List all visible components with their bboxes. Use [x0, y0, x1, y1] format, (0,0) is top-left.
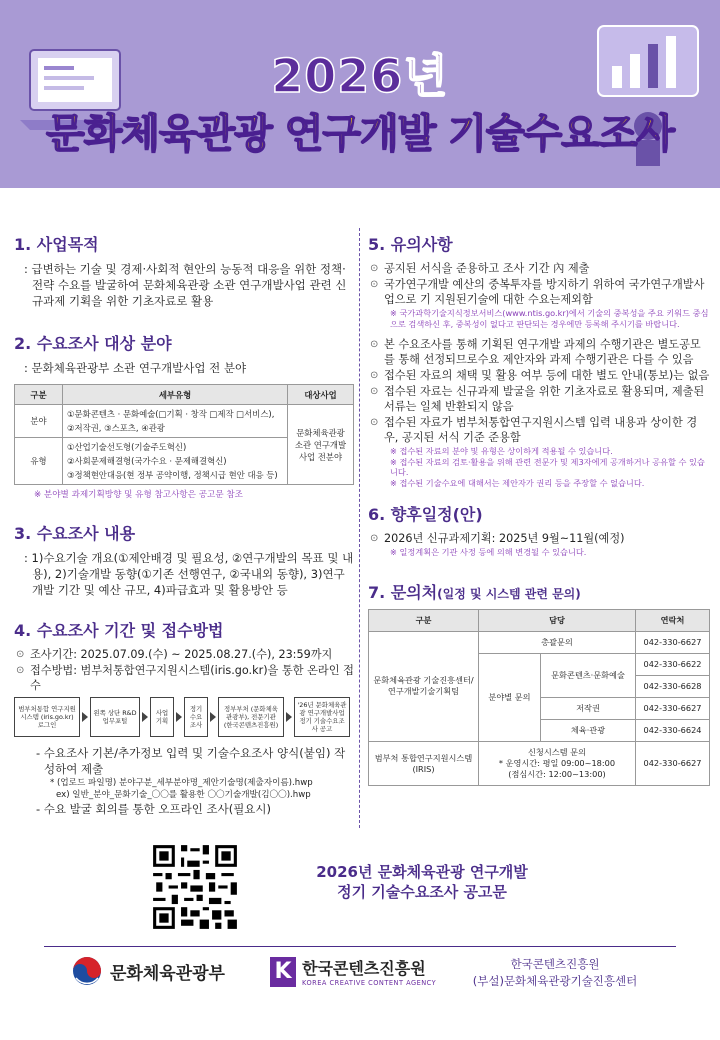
left-column [14, 232, 354, 817]
table-cell: 042-330-6628 [636, 675, 710, 697]
iris-line: 신청시스템 문의 [528, 746, 586, 757]
list-item [368, 277, 710, 307]
table-cell: 체육·관광 [541, 719, 636, 741]
table-header: 대상사업 [288, 385, 354, 405]
kocca-k-icon: K [270, 957, 296, 987]
table-cell: 042-330-6627 [636, 631, 710, 653]
table-cell: 분야 [15, 405, 63, 438]
section-title: 3. 수요조사 내용 [14, 524, 136, 543]
list-item: ①문화콘텐츠 · 문화예술(□기획 · 창작 □제작 □서비스), [67, 409, 275, 419]
kocca-text [302, 956, 436, 987]
section-text: : 문화체육관광부 소관 연구개발사업 전 분야 [24, 361, 247, 375]
arrow-right-icon [142, 712, 148, 722]
circle-bullet-icon: ⊙ [370, 533, 379, 544]
circle-bullet-icon: ⊙ [16, 665, 25, 676]
list-item: ②저작권, ③스포츠, ④관광 [67, 423, 165, 433]
bullet-text: 접수된 자료가 범부처통합연구지원시스템 입력 내용과 상이한 경우, 공지된 서식 기준 준용함 [384, 416, 698, 444]
kocca-logo [270, 956, 436, 987]
field-table [14, 384, 354, 485]
bullet-text: 접수방법: 범부처통합연구지원시스템(iris.go.kr)을 통한 온라인 접수 [30, 664, 354, 692]
arrow-right-icon [286, 712, 292, 722]
bullet-text: 국가연구개발 예산의 중복투자를 방지하기 위하여 국가연구개발사업으로 기 지원된기술에 대한 수요는제외함 [384, 278, 705, 306]
section-title: 2. 수요조사 대상 분야 [14, 334, 172, 353]
table-cell: 문화콘텐츠·문화예술 [541, 653, 636, 697]
table-cell: 문화체육관광 소관 연구개발사업 전분야 [288, 405, 354, 485]
bullet-text: 2026년 신규과제기획: 2025년 9월~11월(예정) [384, 532, 625, 545]
flow-step: 사업 기획 [150, 697, 174, 737]
center-line: 한국콘텐츠진흥원 [510, 957, 600, 971]
list-item [14, 647, 354, 662]
caution-note: ※ 접수된 기술수요에 대해서는 제안자가 권리 등을 주장할 수 없습니다. [390, 477, 645, 488]
table-cell [63, 438, 288, 485]
section-period [14, 618, 354, 817]
table-cell [479, 741, 636, 785]
right-column [368, 232, 710, 786]
footer [0, 952, 720, 1022]
arrow-right-icon [82, 712, 88, 722]
contact-table [368, 609, 710, 786]
list-item [368, 261, 710, 276]
iris-line: * 운영시간: 평일 09:00~18:00 [498, 757, 616, 768]
arrow-right-icon [210, 712, 216, 722]
table-header: 연락처 [636, 609, 710, 631]
list-item [368, 531, 710, 546]
footer-divider [44, 946, 676, 947]
title-main: 7. 문의처 [368, 582, 438, 602]
flow-step: 범부처통합 연구지원시스템 (iris.go.kr) 로그인 [14, 697, 80, 737]
section-title: 4. 수요조사 기간 및 접수방법 [14, 621, 224, 640]
table-cell: 042-330-6624 [636, 719, 710, 741]
flow-step: 왼쪽 상단 R&D 업무포털 [90, 697, 140, 737]
table-cell: 유형 [15, 438, 63, 485]
mcst-name: 문화체육관광부 [110, 963, 225, 984]
column-divider [359, 228, 360, 828]
table-header: 구분 [15, 385, 63, 405]
table-note: ※ 분야별 과제기획방향 및 유형 참고사항은 공고문 참조 [34, 490, 243, 500]
kocca-english: KOREA CREATIVE CONTENT AGENCY [302, 979, 437, 987]
list-item: ②사회문제해결형(국가수요 · 문제해결혁신) [67, 456, 227, 466]
arrow-right-icon [176, 712, 182, 722]
section-text: : 급변하는 기술 및 경제·사회적 현안의 능동적 대응을 위한 정책·전략 수요를 발굴하여 문화체육관광 소관 연구개발사업 관련 신규과제 기획을 위한 기초자료로 활용 [24, 262, 347, 308]
list-item: ①산업기술선도형(기술주도혁신) [67, 442, 187, 452]
header-banner [0, 0, 720, 188]
table-header: 구분 [369, 609, 479, 631]
notice-line: 정기 기술수요조사 공고문 [337, 883, 507, 901]
bullet-text: 조사기간: 2025.07.09.(수) ~ 2025.08.27.(수), 23:59까지 [30, 648, 333, 661]
mcst-logo [72, 956, 225, 986]
header-year: 2026년 [271, 49, 449, 103]
schedule-note: ※ 일정계획은 기관 사정 등에 의해 변경될 수 있습니다. [390, 547, 587, 557]
qr-code-icon[interactable] [150, 842, 240, 932]
list-item [14, 663, 354, 693]
title-sub: (일정 및 시스템 관련 문의) [437, 586, 581, 601]
circle-bullet-icon: ⊙ [370, 417, 379, 428]
section-schedule [368, 502, 710, 558]
detail-text: - 수요 발굴 회의를 통한 오프라인 조사(필요시) [36, 802, 272, 816]
bullet-text: 접수된 자료는 신규과제 발굴을 위한 기초자료로 활용되며, 제출된 서류는 일체 반환되지 않음 [384, 385, 705, 413]
taegeuk-icon [72, 956, 102, 986]
list-item [368, 415, 710, 445]
table-cell: 042-330-6627 [636, 741, 710, 785]
list-item: ③정책현안대응(현 정부 공약이행, 정책시급 현안 대응 등) [67, 470, 278, 480]
section-title: 6. 향후일정(안) [368, 505, 483, 524]
page-title: 문화체육관광 연구개발 기술수요조사 [45, 111, 675, 157]
center-name [460, 956, 650, 990]
section-title: 1. 사업목적 [14, 235, 99, 254]
flow-step: 정기 수요 조사 [184, 697, 208, 737]
table-header: 담당 [479, 609, 636, 631]
caution-note: ※ 접수된 자료의 검토·활용을 위해 관련 전문가 및 제3자에게 공개하거나 공유할 수 있습니다. [390, 456, 705, 477]
table-header: 세부유형 [63, 385, 288, 405]
table-cell: 042-330-6622 [636, 653, 710, 675]
center-line: (부설)문화체육관광기술진흥센터 [472, 974, 638, 988]
circle-bullet-icon: ⊙ [370, 279, 379, 290]
list-item [368, 368, 710, 383]
caution-note: ※ 접수된 자료의 분야 및 유형은 상이하게 적용될 수 있습니다. [390, 446, 613, 456]
flow-step: '26년 문화체육관광 연구개발사업 정기 기술수요조사 공고 [294, 697, 350, 737]
kocca-name: 한국콘텐츠진흥원 [302, 959, 426, 978]
flow-step: 정부부처 (문화체육관광부), 전문기관 (한국콘텐츠진흥원) [218, 697, 284, 737]
list-item [368, 337, 710, 367]
bullet-text: 접수된 자료의 채택 및 활용 여부 등에 대한 별도 안내(통보)는 없음 [384, 369, 710, 382]
iris-line: (점심시간: 12:00~13:00) [508, 768, 606, 779]
table-cell: 저작권 [541, 697, 636, 719]
table-cell: 042-330-6627 [636, 697, 710, 719]
submission-flow [14, 697, 354, 737]
notice-title [262, 862, 582, 902]
circle-bullet-icon: ⊙ [370, 370, 379, 381]
notice-line: 2026년 문화체육관광 연구개발 [316, 863, 528, 881]
circle-bullet-icon: ⊙ [370, 386, 379, 397]
section-cautions [368, 232, 710, 488]
section-content [14, 521, 354, 598]
section-title: 5. 유의사항 [368, 235, 453, 254]
table-cell: 분야별 문의 [479, 653, 541, 741]
circle-bullet-icon: ⊙ [370, 263, 379, 274]
bullet-text: 공지된 서식을 준용하고 조사 기간 內 제출 [384, 262, 590, 275]
circle-bullet-icon: ⊙ [370, 339, 379, 350]
detail-note: ex) 일반_분야_문화기술_〇〇를 활용한 〇〇기술개발(김〇〇).hwp [56, 790, 311, 800]
caution-note: ※ 국가과학기술지식정보서비스(www.ntis.go.kr)에서 기술의 중복성을 주요 키워드 중심으로 검색하신 후, 중복성이 없다고 판단되는 경우에만 등록해 주시기를 바랍니다. [390, 308, 709, 329]
section-title [368, 580, 710, 603]
section-target-field [14, 331, 354, 501]
circle-bullet-icon: ⊙ [16, 649, 25, 660]
detail-text: - 수요조사 기본/추가정보 입력 및 기술수요조사 양식(붙임) 작성하여 제출 [36, 746, 346, 776]
table-cell: 총괄문의 [479, 631, 636, 653]
list-item [368, 384, 710, 414]
detail-note: * (업로드 파일명) 분야구분_세부분야명_제안기술명(제출자이름).hwp [50, 778, 313, 788]
bullet-text: 본 수요조사를 통해 기획된 연구개발 과제의 수행기관은 별도공모를 통해 선정되므로수요 제안자와 과제 수행기관은 다를 수 있음 [384, 338, 701, 366]
table-cell: 범부처 통합연구지원시스템(IRIS) [369, 741, 479, 785]
section-purpose [14, 232, 354, 309]
table-cell [63, 405, 288, 438]
section-contact [368, 580, 710, 786]
table-cell: 문화체육관광 기술진흥센터/ 연구개발기술기획팀 [369, 631, 479, 741]
section-text: : 1)수요기술 개요(①제안배경 및 필요성, ②연구개발의 목표 및 내용), 2)기술개발 동향(①기존 선행연구, ②국내외 동향), 3)연구개발 기간 및 예산 규모, 4)파급효과 및 활용방안 등 [24, 551, 354, 597]
